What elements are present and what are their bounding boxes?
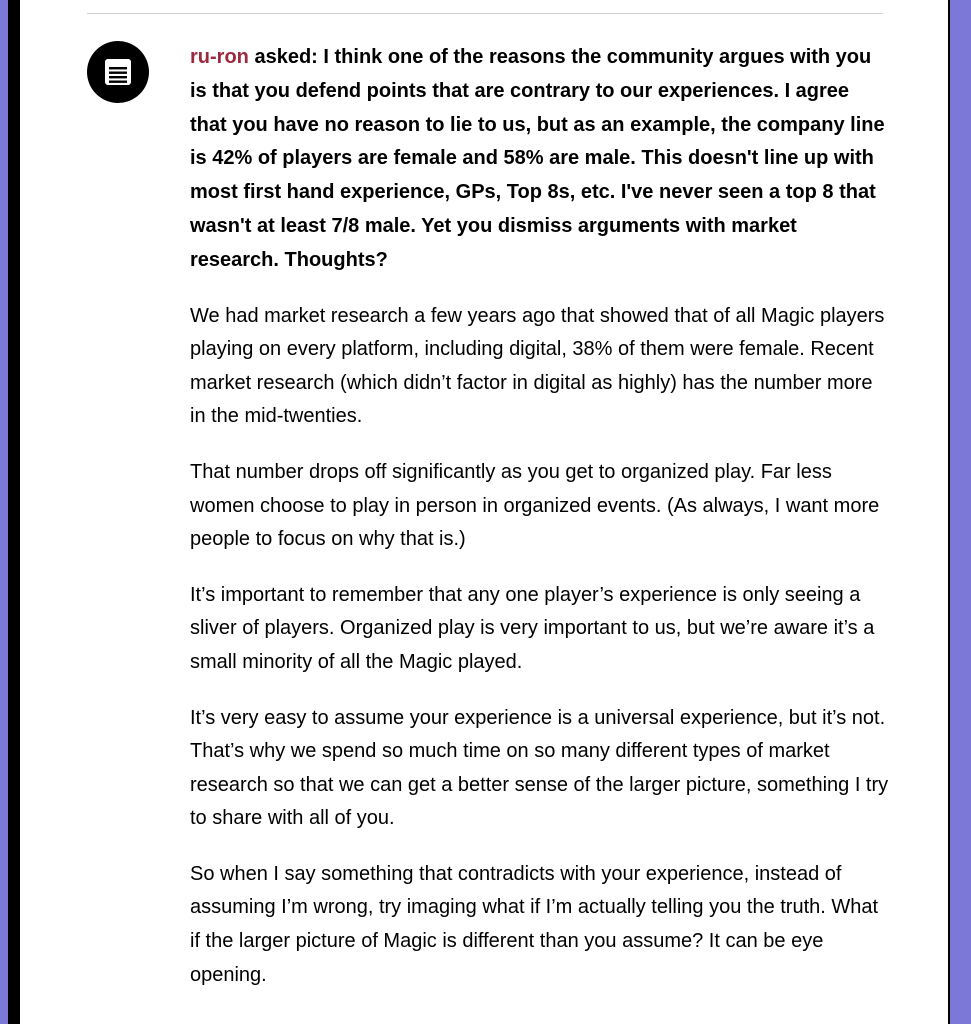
post-body xyxy=(190,41,890,992)
question-text: I think one of the reasons the community argues with you is that you defend points that are contrary to our experiences. I agree that you have no reason to lie to us, but as an example, the company line is 42% of players are female and 58% are male. This doesn't line up with most first hand experience, GPs, Top 8s, etc. I've never seen a top 8 that wasn't at least 7/8 male. Yet you dismiss arguments with market research. Thoughts? xyxy=(190,46,885,271)
post-divider xyxy=(87,13,883,14)
answer-paragraph: So when I say something that contradicts with your experience, instead of assuming I’m wrong, try imaging what if I’m actually telling you the truth. What if the larger picture of Magic is different than you assume? It can be eye opening. xyxy=(190,862,879,986)
answer-paragraph: It’s important to remember that any one player’s experience is only seeing a sliver of players. Organized play is very important to us, but we’re aware it’s a small minority of all the Magic played. xyxy=(190,583,875,673)
answer-paragraph: We had market research a few years ago that showed that of all Magic players playing on every platform, including digital, 38% of them were female. Recent market research (which didn’t factor in digital as highly) has the number more in the mid-twenties. xyxy=(190,304,885,428)
answer-paragraph: It’s very easy to assume your experience is a universal experience, but it’s not. That’s why we spend so much time on so many different types of market research so that we can get a better sense of the larger picture, something I try to share with all of you. xyxy=(190,706,889,830)
answer-paragraph: That number drops off significantly as you get to organized play. Far less women choose to play in person in organized events. (As always, I want more people to focus on why that is.) xyxy=(190,460,880,551)
asker-link[interactable]: ru-ron xyxy=(190,46,249,68)
text-post-icon[interactable] xyxy=(87,41,149,103)
asked-label: asked: xyxy=(254,46,318,68)
question xyxy=(190,41,890,278)
post-page xyxy=(20,0,948,1024)
